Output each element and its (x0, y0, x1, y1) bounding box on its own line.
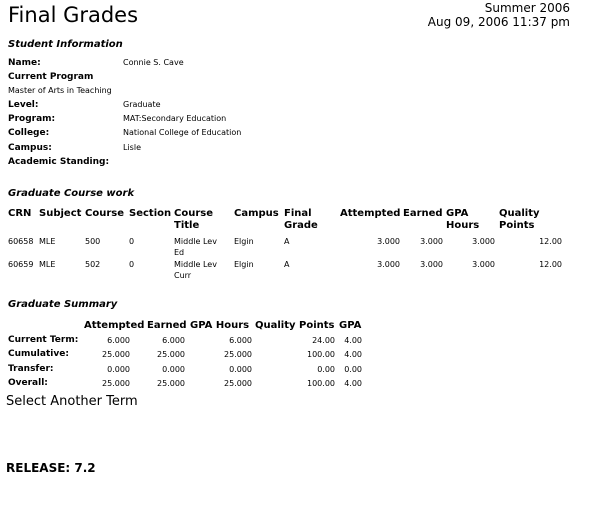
row-attempted: 3.000 (377, 260, 400, 269)
col-subject-header: Subject (39, 208, 82, 219)
summary-gpa-hours-header: GPA Hours (190, 320, 250, 331)
row-subject: MLE (39, 260, 56, 269)
row-crn: 60658 (8, 237, 34, 246)
row-campus: Elgin (234, 260, 254, 269)
name-value: Connie S. Cave (123, 58, 184, 67)
col-title-header: Course Title (174, 208, 213, 231)
summary-attempted-header: Attempted (84, 320, 145, 331)
row-campus: Elgin (234, 237, 254, 246)
release-version: RELEASE: 7.2 (6, 461, 96, 475)
col-gpa-hours-header: GPA Hours (446, 208, 480, 231)
row-quality-points: 12.00 (539, 260, 562, 269)
col-attempted-header: Attempted (340, 208, 401, 219)
level-value: Graduate (123, 100, 161, 109)
row-subject: MLE (39, 237, 56, 246)
summary-quality-points-header: Quality Points (255, 320, 335, 331)
row-earned: 3.000 (420, 237, 443, 246)
college-label: College: (8, 128, 50, 138)
col-quality-points-header: Quality Points (499, 208, 540, 231)
campus-value: Lisle (123, 143, 141, 152)
col-campus-header: Campus (234, 208, 279, 219)
row-grade: A (284, 237, 290, 246)
level-label: Level: (8, 100, 39, 110)
row-quality-points: 12.00 (539, 237, 562, 246)
term-info (428, 1, 570, 29)
row-course: 502 (85, 260, 101, 269)
col-crn-header: CRN (8, 208, 32, 219)
name-label: Name: (8, 58, 41, 68)
col-course-header: Course (85, 208, 124, 219)
datetime-label: Aug 09, 2006 11:37 pm (427, 15, 570, 29)
row-title: Middle Lev Curr (174, 260, 217, 280)
current-program-label: Current Program (8, 72, 94, 82)
row-gpa-hours: 3.000 (472, 260, 495, 269)
summary-gpa-header: GPA (339, 320, 362, 331)
program-value: MAT:Secondary Education (123, 114, 227, 123)
col-grade-header: Final Grade (284, 208, 318, 231)
page-title: Final Grades (8, 3, 139, 27)
coursework-heading: Graduate Course work (8, 188, 135, 199)
row-section: 0 (129, 260, 135, 269)
row-gpa-hours: 3.000 (472, 237, 495, 246)
college-value: National College of Education (123, 128, 242, 137)
academic-standing-label: Academic Standing: (8, 157, 110, 167)
col-section-header: Section (129, 208, 172, 219)
campus-label: Campus: (8, 143, 52, 153)
summary-earned-header: Earned (147, 320, 187, 331)
row-earned: 3.000 (420, 260, 443, 269)
program-label: Program: (8, 114, 56, 124)
row-grade: A (284, 260, 290, 269)
row-course: 500 (85, 237, 101, 246)
row-attempted: 3.000 (377, 237, 400, 246)
row-title: Middle Lev Ed (174, 237, 217, 257)
term-label: Summer 2006 (484, 1, 570, 15)
current-program-value: Master of Arts in Teaching (8, 86, 112, 95)
select-another-term-link[interactable]: Select Another Term (6, 394, 138, 409)
summary-heading: Graduate Summary (8, 299, 118, 310)
row-section: 0 (129, 237, 135, 246)
row-crn: 60659 (8, 260, 34, 269)
col-earned-header: Earned (403, 208, 443, 219)
student-info-heading: Student Information (8, 39, 123, 50)
